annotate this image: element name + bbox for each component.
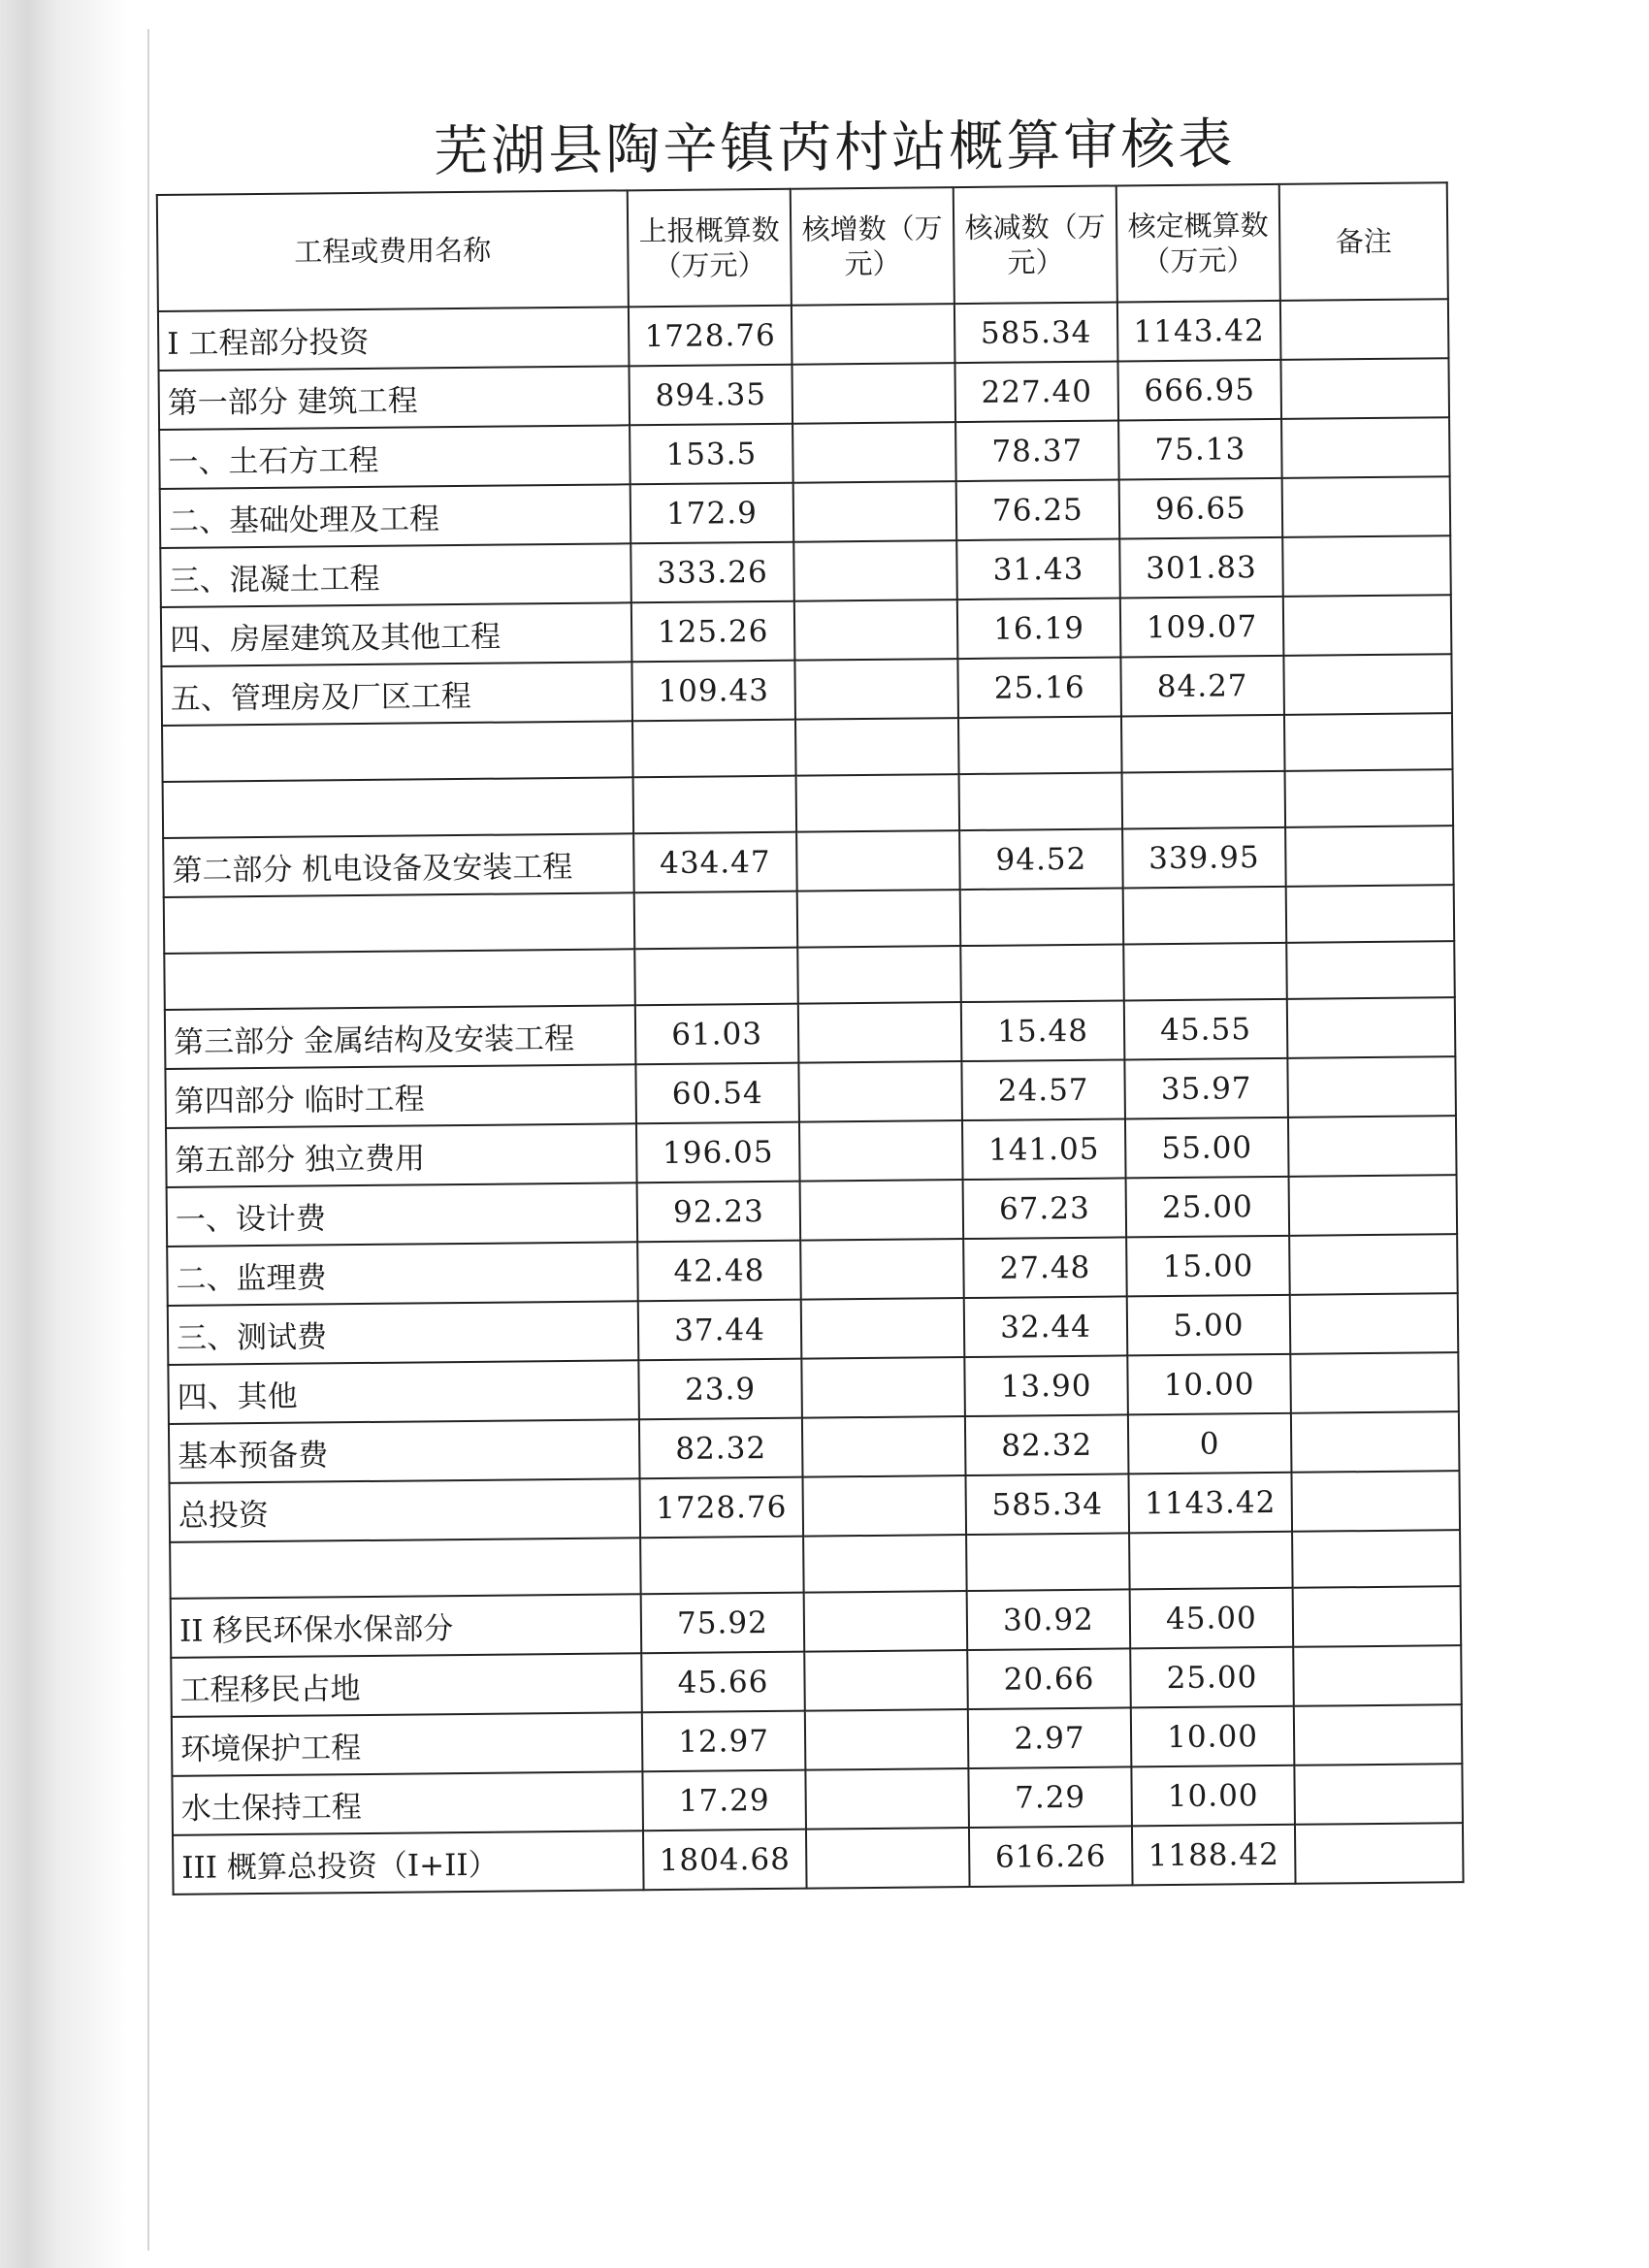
- cell-reported: 894.35: [629, 365, 792, 426]
- cell-decrease: 585.34: [965, 1474, 1129, 1535]
- cell-increase: [805, 1709, 969, 1770]
- cell-reported: [640, 1537, 804, 1595]
- cell-decrease: 7.29: [968, 1766, 1132, 1828]
- cell-name: 二、基础处理及工程: [160, 484, 631, 548]
- cell-approved: 75.13: [1118, 419, 1282, 480]
- cell-decrease: 27.48: [963, 1237, 1127, 1298]
- cell-decrease: 227.40: [954, 361, 1118, 422]
- cell-remark: [1289, 1175, 1458, 1236]
- cell-decrease: 15.48: [961, 1000, 1125, 1061]
- cell-remark: [1287, 1056, 1456, 1118]
- cell-name: [164, 892, 635, 954]
- cell-increase: [796, 774, 960, 832]
- cell-name: III 概算总投资（I+II）: [173, 1831, 644, 1895]
- cell-approved: 666.95: [1117, 360, 1281, 421]
- cell-approved: [1123, 887, 1287, 945]
- cell-approved: [1121, 715, 1285, 773]
- cell-decrease: [959, 772, 1123, 830]
- cell-approved: 10.00: [1127, 1354, 1291, 1415]
- table-row: [173, 1823, 1464, 1895]
- cell-increase: [798, 1061, 962, 1122]
- cell-decrease: 141.05: [962, 1118, 1126, 1180]
- cell-decrease: 94.52: [959, 828, 1123, 890]
- cell-increase: [800, 1239, 964, 1300]
- cell-increase: [801, 1357, 965, 1418]
- cell-reported: 42.48: [637, 1241, 801, 1302]
- cell-increase: [792, 363, 955, 424]
- cell-reported: 37.44: [638, 1300, 802, 1361]
- cell-reported: 45.66: [641, 1652, 805, 1713]
- cell-approved: 25.00: [1126, 1177, 1290, 1238]
- cell-reported: 172.9: [630, 483, 794, 544]
- cell-increase: [800, 1180, 964, 1241]
- cell-remark: [1284, 713, 1453, 771]
- cell-reported: 12.97: [642, 1711, 806, 1772]
- cell-name: 五、管理房及厂区工程: [161, 662, 632, 726]
- header-decrease: 核减数（万元）: [954, 185, 1117, 304]
- cell-approved: 109.07: [1120, 597, 1284, 658]
- cell-increase: [804, 1591, 968, 1652]
- cell-name: II 移民环保水保部分: [171, 1594, 642, 1658]
- cell-name: 二、监理费: [167, 1242, 638, 1306]
- cell-remark: [1286, 941, 1455, 999]
- cell-name: 一、土石方工程: [159, 425, 630, 489]
- cell-decrease: 31.43: [956, 538, 1120, 599]
- cell-remark: [1287, 997, 1456, 1058]
- cell-increase: [801, 1298, 965, 1359]
- cell-approved: 301.83: [1119, 537, 1283, 599]
- cell-reported: 17.29: [642, 1770, 806, 1831]
- cell-name: 四、房屋建筑及其他工程: [161, 602, 632, 666]
- cell-decrease: 2.97: [968, 1707, 1132, 1768]
- cell-increase: [806, 1828, 970, 1889]
- cell-reported: [634, 891, 798, 950]
- cell-reported: 153.5: [630, 424, 793, 485]
- cell-decrease: 32.44: [964, 1296, 1128, 1357]
- cell-reported: 75.92: [641, 1593, 805, 1654]
- cell-approved: 10.00: [1131, 1766, 1295, 1827]
- cell-increase: [796, 830, 960, 891]
- cell-remark: [1282, 535, 1451, 597]
- cell-decrease: 16.19: [957, 598, 1121, 659]
- cell-decrease: 20.66: [967, 1648, 1131, 1709]
- cell-approved: [1122, 771, 1286, 829]
- cell-name: I 工程部分投资: [158, 307, 630, 371]
- cell-decrease: 30.92: [967, 1589, 1131, 1650]
- cell-remark: [1280, 299, 1449, 360]
- cell-approved: 25.00: [1130, 1647, 1294, 1708]
- cell-approved: 1143.42: [1128, 1473, 1292, 1534]
- cell-remark: [1293, 1586, 1462, 1647]
- cell-increase: [793, 481, 957, 542]
- cell-reported: 125.26: [631, 601, 795, 663]
- cell-remark: [1288, 1116, 1457, 1177]
- cell-remark: [1291, 1471, 1460, 1532]
- cell-increase: [792, 422, 956, 483]
- cell-name: 水土保持工程: [172, 1771, 643, 1835]
- cell-increase: [797, 890, 961, 948]
- cell-name: [162, 721, 633, 782]
- header-reported: 上报概算数（万元）: [628, 189, 792, 308]
- cell-remark: [1283, 654, 1452, 715]
- cell-approved: [1123, 943, 1287, 1001]
- cell-remark: [1290, 1293, 1459, 1354]
- cell-increase: [802, 1475, 966, 1537]
- cell-approved: 0: [1128, 1413, 1292, 1474]
- cell-remark: [1281, 417, 1450, 478]
- document-title: 芜湖县陶辛镇芮村站概算审核表: [434, 113, 1236, 184]
- cell-approved: 84.27: [1120, 656, 1284, 717]
- cell-remark: [1285, 826, 1454, 887]
- cell-remark: [1290, 1352, 1459, 1413]
- cell-approved: 10.00: [1131, 1706, 1295, 1767]
- cell-reported: 333.26: [630, 542, 794, 603]
- cell-reported: [634, 948, 798, 1006]
- cell-remark: [1286, 885, 1455, 943]
- cell-remark: [1289, 1234, 1458, 1295]
- cell-decrease: 67.23: [963, 1178, 1127, 1239]
- cell-increase: [795, 718, 959, 776]
- cell-decrease: 13.90: [964, 1355, 1128, 1416]
- cell-increase: [793, 540, 957, 601]
- cell-remark: [1292, 1530, 1461, 1588]
- cell-decrease: 24.57: [961, 1059, 1125, 1120]
- cell-increase: [792, 304, 955, 365]
- cell-approved: [1129, 1532, 1293, 1590]
- cell-remark: [1280, 358, 1449, 419]
- cell-increase: [805, 1768, 969, 1830]
- budget-review-table: [156, 181, 1465, 1895]
- cell-increase: [794, 659, 958, 720]
- cell-increase: [799, 1120, 963, 1182]
- cell-remark: [1294, 1764, 1463, 1825]
- cell-name: 四、其他: [168, 1360, 639, 1424]
- cell-approved: 45.55: [1124, 999, 1288, 1060]
- cell-decrease: [960, 888, 1124, 946]
- cell-increase: [802, 1416, 966, 1477]
- cell-increase: [804, 1650, 968, 1711]
- scan-shadow-edge: [0, 0, 126, 2268]
- header-name: 工程或费用名称: [157, 190, 629, 311]
- cell-decrease: 25.16: [957, 657, 1121, 718]
- header-increase: 核增数（万元）: [791, 187, 954, 306]
- cell-decrease: [958, 716, 1122, 774]
- cell-name: 第二部分 机电设备及安装工程: [163, 833, 634, 897]
- cell-reported: 60.54: [635, 1063, 799, 1124]
- scan-fold-line: [147, 29, 149, 2251]
- cell-name: 三、测试费: [168, 1301, 639, 1365]
- cell-decrease: 76.25: [956, 479, 1120, 540]
- cell-reported: 1728.76: [629, 306, 792, 367]
- cell-reported: 109.43: [631, 661, 795, 722]
- cell-remark: [1295, 1823, 1464, 1884]
- cell-reported: 1804.68: [643, 1830, 807, 1891]
- cell-approved: 15.00: [1126, 1236, 1290, 1297]
- cell-decrease: 616.26: [969, 1826, 1133, 1887]
- cell-name: 第四部分 临时工程: [165, 1064, 636, 1128]
- cell-decrease: 78.37: [955, 420, 1119, 481]
- cell-reported: 92.23: [637, 1182, 801, 1243]
- cell-decrease: 585.34: [954, 302, 1118, 363]
- cell-reported: [633, 776, 797, 834]
- cell-approved: 339.95: [1122, 827, 1286, 889]
- cell-increase: [794, 599, 958, 661]
- cell-name: 第三部分 金属结构及安装工程: [165, 1005, 636, 1069]
- cell-approved: 5.00: [1127, 1295, 1291, 1356]
- table-header-row: [157, 182, 1448, 311]
- cell-reported: 23.9: [638, 1359, 802, 1420]
- cell-name: [170, 1538, 641, 1599]
- cell-name: 环境保护工程: [172, 1712, 643, 1776]
- cell-decrease: [966, 1533, 1130, 1591]
- cell-remark: [1293, 1645, 1462, 1706]
- cell-name: 第五部分 独立费用: [166, 1123, 637, 1187]
- cell-approved: 35.97: [1124, 1058, 1288, 1119]
- cell-approved: 1188.42: [1132, 1825, 1296, 1886]
- cell-increase: [803, 1535, 967, 1593]
- cell-reported: [632, 720, 796, 778]
- cell-reported: 82.32: [639, 1418, 803, 1479]
- header-remark: 备注: [1279, 182, 1448, 301]
- cell-name: [163, 777, 634, 838]
- cell-reported: 196.05: [636, 1122, 800, 1183]
- cell-name: 第一部分 建筑工程: [159, 366, 630, 430]
- cell-increase: [797, 946, 961, 1004]
- cell-remark: [1291, 1411, 1460, 1473]
- cell-remark: [1283, 595, 1452, 656]
- cell-remark: [1294, 1704, 1463, 1766]
- cell-name: [164, 949, 635, 1010]
- cell-name: 工程移民占地: [171, 1653, 642, 1717]
- table-body: [158, 299, 1464, 1895]
- cell-decrease: [960, 944, 1124, 1002]
- cell-name: 一、设计费: [167, 1183, 638, 1247]
- cell-increase: [798, 1002, 962, 1063]
- cell-remark: [1282, 476, 1451, 537]
- cell-reported: 434.47: [633, 832, 797, 893]
- cell-decrease: 82.32: [965, 1414, 1129, 1475]
- cell-reported: 1728.76: [640, 1477, 804, 1539]
- cell-approved: 45.00: [1130, 1588, 1294, 1649]
- cell-name: 三、混凝土工程: [160, 543, 631, 607]
- document-page: [155, 104, 1472, 1895]
- header-approved: 核定概算数（万元）: [1116, 184, 1280, 303]
- cell-approved: 55.00: [1125, 1118, 1289, 1179]
- cell-approved: 1143.42: [1117, 301, 1281, 362]
- cell-name: 基本预备费: [169, 1419, 640, 1483]
- cell-approved: 96.65: [1119, 478, 1283, 539]
- cell-name: 总投资: [170, 1478, 641, 1542]
- cell-remark: [1285, 769, 1454, 827]
- cell-reported: 61.03: [635, 1004, 799, 1065]
